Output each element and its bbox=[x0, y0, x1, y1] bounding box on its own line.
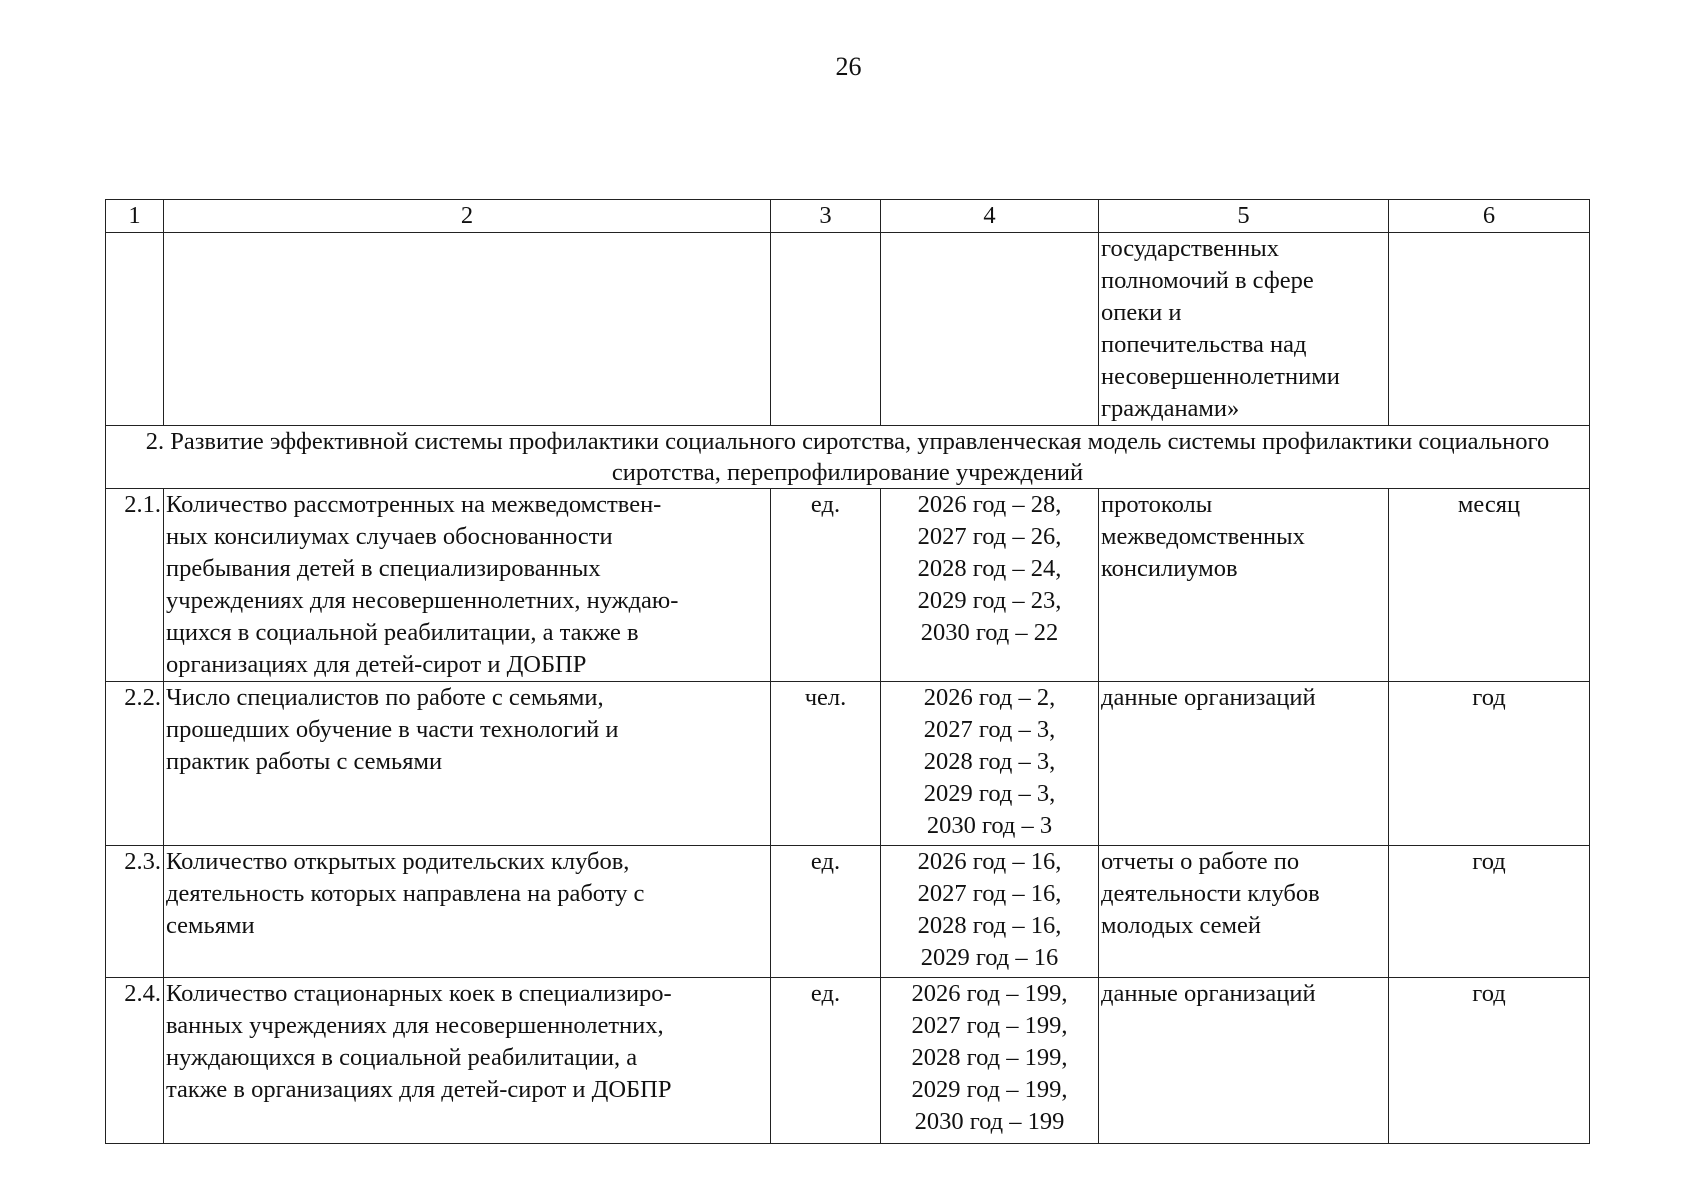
indicator-name: Количество стационарных коек в специализиро- ванных учреждениях для несовершеннолетних, нуждающихся в социальной реабилитации, а также в организациях для детей-сирот и ДОБПР bbox=[164, 978, 771, 1144]
periodicity: год bbox=[1389, 682, 1590, 846]
periodicity: месяц bbox=[1389, 489, 1590, 682]
header-cell-1: 1 bbox=[106, 200, 164, 233]
target-values: 2026 год – 28, 2027 год – 26, 2028 год – 24, 2029 год – 23, 2030 год – 22 bbox=[881, 489, 1099, 682]
page-number: 26 bbox=[835, 52, 862, 81]
unit: ед. bbox=[771, 846, 881, 978]
unit: ед. bbox=[771, 489, 881, 682]
target-values: 2026 год – 199, 2027 год – 199, 2028 год – 199, 2029 год – 199, 2030 год – 199 bbox=[881, 978, 1099, 1144]
data-source: отчеты о работе по деятельности клубов молодых семей bbox=[1099, 846, 1389, 978]
periodicity: год bbox=[1389, 978, 1590, 1144]
periodicity: год bbox=[1389, 846, 1590, 978]
row-number: 2.3. bbox=[106, 846, 164, 978]
table-row bbox=[106, 978, 1590, 1144]
indicators-table bbox=[105, 199, 1590, 1144]
unit: ед. bbox=[771, 978, 881, 1144]
continuation-source: государственных полномочий в сфере опеки и попечительства над несовершеннолетними гражданами» bbox=[1099, 233, 1389, 426]
indicator-name: Количество открытых родительских клубов, деятельность которых направлена на работу с семьями bbox=[164, 846, 771, 978]
continuation-cell-3 bbox=[771, 233, 881, 426]
data-source: данные организаций bbox=[1099, 682, 1389, 846]
row-number: 2.2. bbox=[106, 682, 164, 846]
indicator-name: Число специалистов по работе с семьями, прошедших обучение в части технологий и практик работы с семьями bbox=[164, 682, 771, 846]
data-source: протоколы межведомственных консилиумов bbox=[1099, 489, 1389, 682]
continuation-cell-6 bbox=[1389, 233, 1590, 426]
row-number: 2.1. bbox=[106, 489, 164, 682]
section-row bbox=[106, 426, 1590, 489]
table-row bbox=[106, 489, 1590, 682]
data-source: данные организаций bbox=[1099, 978, 1389, 1144]
continuation-cell-1 bbox=[106, 233, 164, 426]
table-row bbox=[106, 846, 1590, 978]
header-cell-6: 6 bbox=[1389, 200, 1590, 233]
header-cell-4: 4 bbox=[881, 200, 1099, 233]
continuation-cell-2 bbox=[164, 233, 771, 426]
header-cell-3: 3 bbox=[771, 200, 881, 233]
continuation-row bbox=[106, 233, 1590, 426]
table-header-row bbox=[106, 200, 1590, 233]
row-number: 2.4. bbox=[106, 978, 164, 1144]
unit: чел. bbox=[771, 682, 881, 846]
section-title: 2. Развитие эффективной системы профилактики социального сиротства, управленческая модель системы профилактики социального сиротства, перепрофилирование учреждений bbox=[106, 426, 1590, 489]
header-cell-5: 5 bbox=[1099, 200, 1389, 233]
table-row bbox=[106, 682, 1590, 846]
target-values: 2026 год – 2, 2027 год – 3, 2028 год – 3, 2029 год – 3, 2030 год – 3 bbox=[881, 682, 1099, 846]
continuation-cell-4 bbox=[881, 233, 1099, 426]
header-cell-2: 2 bbox=[164, 200, 771, 233]
target-values: 2026 год – 16, 2027 год – 16, 2028 год – 16, 2029 год – 16 bbox=[881, 846, 1099, 978]
indicator-name: Количество рассмотренных на межведомствен- ных консилиумах случаев обоснованности пребывания детей в специализированных учреждениях для несовершеннолетних, нуждаю- щихся в социальной реабилитации, а также в организациях для детей-сирот и ДОБПР bbox=[164, 489, 771, 682]
